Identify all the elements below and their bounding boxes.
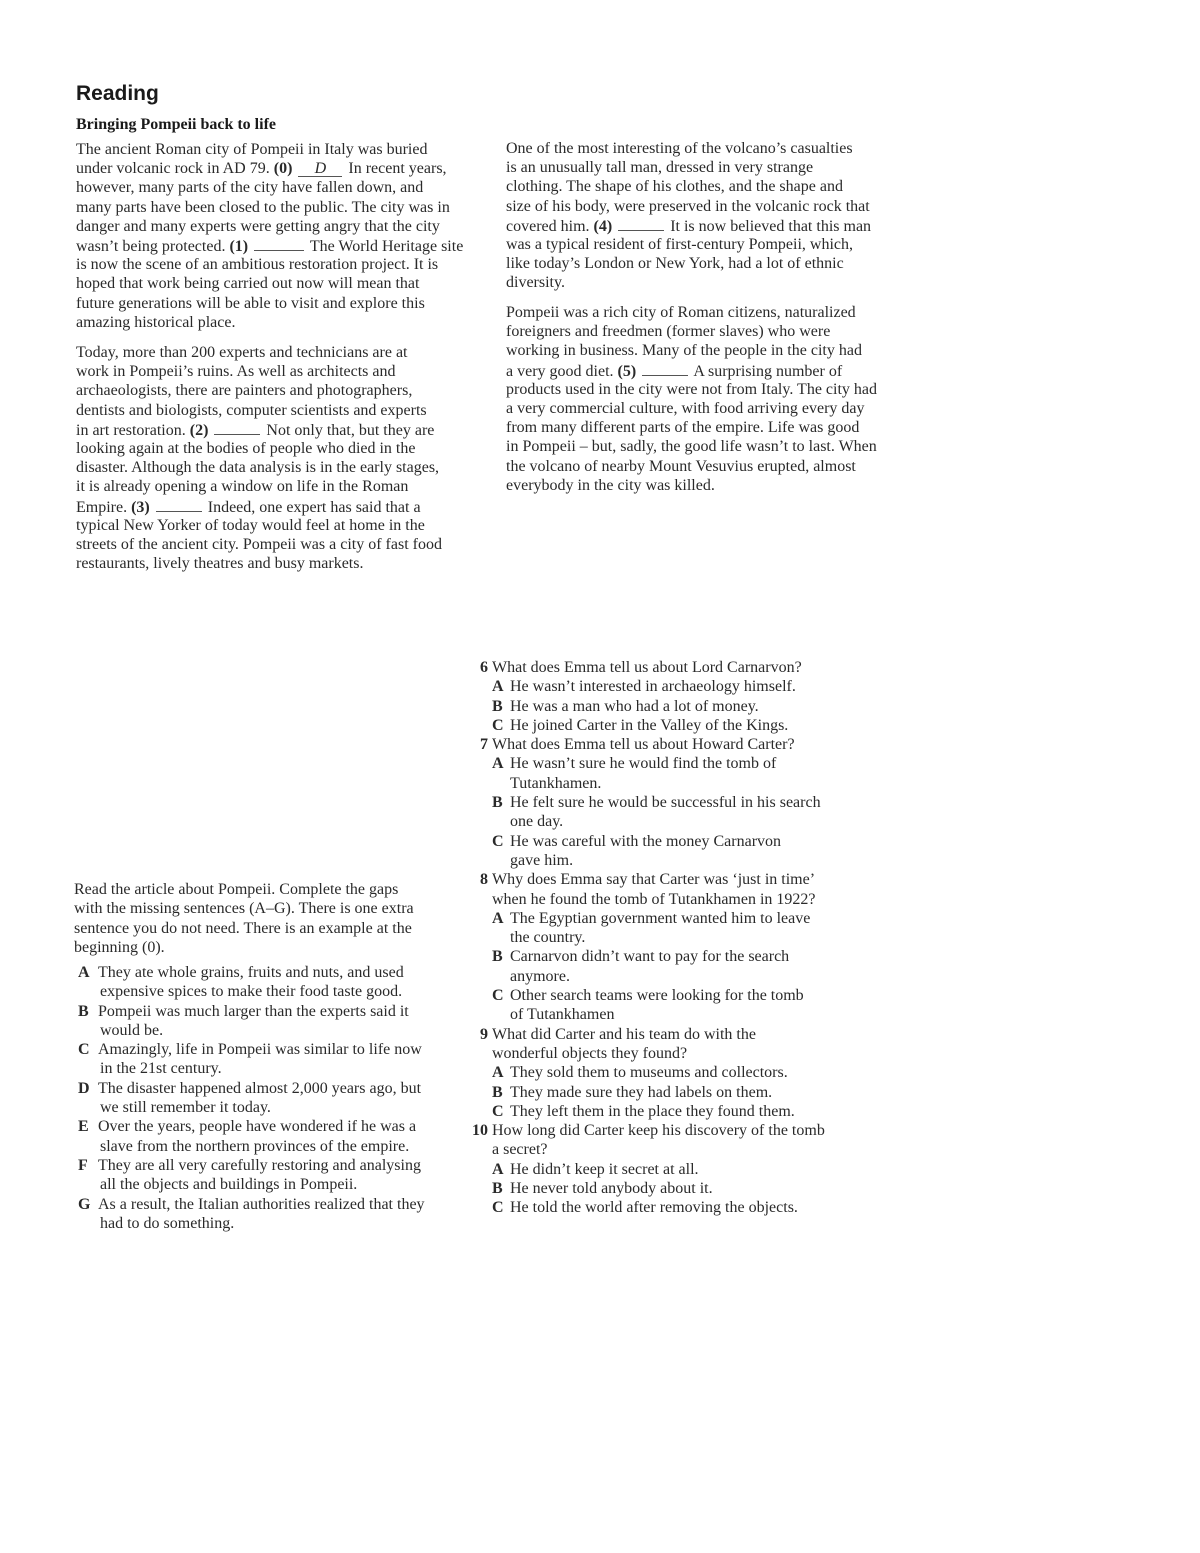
text-line: everybody in the city was killed. [506,476,715,494]
option-text: As a result, the Italian authorities realized that they [98,1195,425,1213]
question-text: How long did Carter keep his discovery of the tomb [492,1122,825,1140]
gap-label: (1) [229,237,249,255]
article-paragraph-3 [506,139,871,293]
answer-option[interactable] [466,677,825,696]
text-segment: A surprising number of [693,362,843,380]
question-text: a secret? [492,1141,548,1159]
text-line: in Pompeii – but, sadly, the good life wasn’t to last. When [506,438,877,456]
text-segment: Empire. [76,498,128,516]
answer-option[interactable] [466,1160,825,1179]
answer-text: He felt sure he would be successful in his search [510,794,821,812]
answer-option[interactable] [466,697,825,716]
text-segment: The World Heritage site [309,237,464,255]
answer-letter: A [492,1064,504,1082]
text-segment: covered him. [506,217,590,235]
answer-option[interactable] [466,986,825,1025]
text-line: looking again at the bodies of people who died in the [76,439,416,457]
example-answer: D [298,162,342,177]
answer-text: He didn’t keep it secret at all. [510,1160,699,1178]
option-item [78,1079,425,1118]
text-line: is now the scene of an ambitious restoration project. It is [76,256,439,274]
question-number: 7 [480,736,488,754]
answer-letter: A [492,755,504,773]
section-title: Reading [76,82,159,105]
text-line: danger and many experts were getting angry that the city [76,217,440,235]
article-paragraph-1 [76,140,463,332]
text-line: work in Pompeii’s ruins. As well as architects and [76,363,396,381]
option-text: They ate whole grains, fruits and nuts, and used [98,964,404,981]
question-number: 10 [472,1122,488,1140]
text-segment: a very good diet. [506,362,614,380]
question-item [466,870,825,1024]
answer-letter: B [492,1180,503,1198]
option-text: Pompeii was much larger than the experts said it [98,1002,409,1020]
answer-letter: A [492,678,504,696]
instruction-line: beginning (0). [74,938,165,956]
gap-blank[interactable] [618,216,664,231]
text-line: was a typical resident of first-century Pompeii, which, [506,235,854,253]
text-line: foreigners and freedmen (former slaves) who were [506,323,831,341]
answer-text: Carnarvon didn’t want to pay for the search [510,948,790,966]
option-text: Amazingly, life in Pompeii was similar to life now [98,1041,422,1059]
answer-text: anymore. [510,967,570,985]
answer-letter: C [492,716,504,734]
text-line: working in business. Many of the people in the city had [506,342,862,360]
text-line: One of the most interesting of the volcano’s casualties [506,140,853,157]
option-item [78,1156,425,1195]
text-line: many parts have been closed to the public. The city was in [76,198,450,216]
text-segment: under volcanic rock in AD 79. [76,160,270,178]
text-line: archaeologists, there are painters and photographers, [76,382,413,400]
instruction-line: with the missing sentences (A–G). There is one extra [74,900,414,918]
text-segment: wasn’t being protected. [76,237,226,255]
option-letter: A [78,964,90,981]
option-text: slave from the northern provinces of the empire. [100,1137,410,1155]
answer-letter: C [492,1199,504,1217]
text-line: like today’s London or New York, had a lot of ethnic [506,255,844,273]
answer-letter: C [492,987,504,1005]
option-text: we still remember it today. [100,1099,271,1117]
text-line [506,216,871,235]
answer-option[interactable] [466,1179,825,1198]
answer-text: of Tutankhamen [510,1006,615,1024]
gap-blank[interactable] [214,420,260,435]
text-line: size of his body, were preserved in the volcanic rock that [506,197,870,215]
option-letter: E [78,1118,89,1136]
article-paragraph-4 [506,303,877,495]
answer-option[interactable] [466,947,825,986]
question-text: What did Carter and his team do with the [492,1025,756,1043]
text-segment: in art restoration. [76,421,186,439]
answer-option[interactable] [466,1198,825,1217]
answer-option[interactable] [466,716,825,735]
gap-label: (2) [189,421,209,439]
option-item [78,1002,425,1041]
gap-label: (3) [131,498,150,516]
answer-text: He never told anybody about it. [510,1180,713,1198]
text-line: it is already opening a window on life in the Roman [76,478,409,496]
option-letter: B [78,1002,89,1020]
text-line: dentists and biologists, computer scientists and experts [76,401,427,419]
text-line: disaster. Although the data analysis is in the early stages, [76,459,440,477]
answer-text: He was careful with the money Carnarvon [510,832,782,850]
option-letter: C [78,1041,90,1059]
text-segment: It is now believed that this man [670,217,872,235]
option-letter: F [78,1156,88,1174]
answer-text: He told the world after removing the objects. [510,1199,798,1217]
gap-label: (5) [617,362,637,380]
questions-list [466,658,825,1218]
question-item [466,1025,825,1121]
text-line: Today, more than 200 experts and technicians are at [76,344,408,361]
answer-text: gave him. [510,851,574,869]
instruction-line: sentence you do not need. There is an example at the [74,919,412,937]
answer-text: They made sure they had labels on them. [510,1083,773,1101]
answer-text: He joined Carter in the Valley of the Kings. [510,716,789,734]
text-line: future generations will be able to visit and explore this [76,294,425,312]
text-line [76,497,442,516]
answer-option[interactable] [466,793,825,832]
text-line: hoped that work being carried out now will mean that [76,275,420,293]
question-text: What does Emma tell us about Lord Carnarvon? [492,659,802,676]
answer-option[interactable] [466,1083,825,1102]
option-text: They are all very carefully restoring and analysing [98,1156,421,1174]
text-segment: In recent years, [348,160,447,178]
answer-text: They sold them to museums and collectors. [510,1064,788,1082]
text-segment: Indeed, one expert has said that a [207,498,421,516]
text-line: clothing. The shape of his clothes, and the shape and [506,178,843,196]
text-line: is an unusually tall man, dressed in very strange [506,159,814,177]
answer-option[interactable] [466,832,825,871]
answer-option[interactable] [466,909,825,948]
option-item [78,1195,425,1234]
answer-option[interactable] [466,1102,825,1121]
option-text: in the 21st century. [100,1060,222,1078]
text-line: from many different parts of the empire. Life was good [506,419,860,437]
gap-blank[interactable] [642,361,688,376]
answer-text: He wasn’t interested in archaeology himself. [510,678,796,696]
answer-text: The Egyptian government wanted him to leave [510,909,811,927]
answer-letter: A [492,909,504,927]
options-list [78,963,425,1233]
text-line: Pompeii was a rich city of Roman citizens, naturalized [506,304,856,321]
gap-label: (4) [593,217,613,235]
text-line [76,159,463,178]
text-line: the volcano of nearby Mount Vesuvius erupted, almost [506,457,856,475]
answer-letter: B [492,1083,503,1101]
text-line: diversity. [506,274,565,292]
answer-text: Tutankhamen. [510,774,602,792]
text-line: restaurants, lively theatres and busy markets. [76,555,364,573]
option-text: The disaster happened almost 2,000 years ago, but [98,1079,422,1097]
answer-text: He was a man who had a lot of money. [510,697,759,715]
question-item [466,658,825,735]
question-number: 8 [480,871,488,889]
option-item [78,1040,425,1079]
text-line: a very commercial culture, with food arriving every day [506,399,865,417]
text-line: streets of the ancient city. Pompeii was a city of fast food [76,535,442,553]
option-letter: G [78,1195,91,1213]
question-text: Why does Emma say that Carter was ‘just in time’ [492,871,816,889]
option-letter: D [78,1079,90,1097]
text-line: however, many parts of the city have fallen down, and [76,179,424,197]
task-instructions [74,880,414,957]
article-title: Bringing Pompeii back to life [76,116,276,133]
question-item [466,1121,825,1217]
text-line [76,236,463,255]
answer-letter: C [492,1102,504,1120]
option-item [78,963,425,1002]
answer-letter: A [492,1160,504,1178]
answer-text: He wasn’t sure he would find the tomb of [510,755,777,773]
question-item [466,735,825,870]
question-text: wonderful objects they found? [492,1044,688,1062]
option-text: all the objects and buildings in Pompeii. [100,1176,358,1194]
option-item [78,1117,425,1156]
question-text: What does Emma tell us about Howard Carter? [492,736,795,754]
answer-text: They left them in the place they found them. [510,1102,795,1120]
answer-letter: B [492,794,503,812]
question-text: when he found the tomb of Tutankhamen in 1922? [492,890,816,908]
text-line: typical New Yorker of today would feel at home in the [76,516,425,534]
gap-blank[interactable] [254,236,304,251]
question-number: 6 [480,659,488,676]
text-line: The ancient Roman city of Pompeii in Italy was buried [76,141,428,158]
answer-text: one day. [510,813,564,831]
instruction-line: Read the article about Pompeii. Complete the gaps [74,881,399,898]
text-line: amazing historical place. [76,313,236,331]
option-text: had to do something. [100,1214,235,1232]
text-line: products used in the city were not from Italy. The city had [506,380,878,398]
answer-letter: B [492,948,503,966]
text-line [506,361,877,380]
text-line [76,420,442,439]
option-text: would be. [100,1021,164,1039]
question-number: 9 [480,1025,488,1043]
text-segment: Not only that, but they are [266,421,435,439]
answer-letter: C [492,832,504,850]
answer-text: the country. [510,929,586,947]
answer-option[interactable] [466,1063,825,1082]
option-text: expensive spices to make their food taste good. [100,983,403,1001]
answer-option[interactable] [466,754,825,793]
article-paragraph-2 [76,343,442,573]
gap-blank[interactable] [156,497,202,512]
answer-text: Other search teams were looking for the tomb [510,987,804,1005]
gap-label: (0) [273,160,293,178]
option-text: Over the years, people have wondered if he was a [98,1118,417,1136]
answer-letter: B [492,697,503,715]
